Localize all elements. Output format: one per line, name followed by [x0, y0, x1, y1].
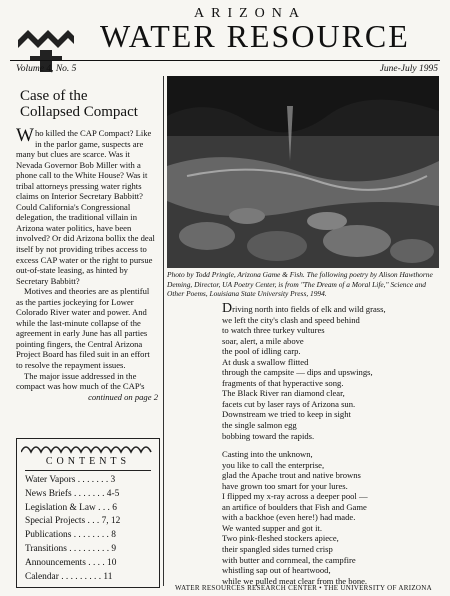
article-dropcap: W	[16, 125, 34, 146]
contents-item: News Briefs . . . . . . . 4-5	[25, 488, 120, 499]
poem-line: with a backhoe (even here!) had made.	[222, 512, 356, 523]
poem-line: Casting into the unknown,	[222, 449, 313, 460]
poem-line: their spangled sides turned crisp	[222, 544, 333, 555]
poem-line: We wanted supper and got it.	[222, 522, 323, 533]
contents-item: Announcements . . . . 10	[25, 557, 117, 568]
poem-line: glad the Apache trout and native browns	[222, 470, 361, 481]
poem-line: the single salmon egg	[222, 420, 297, 431]
article-body: Who killed the CAP Compact? Like in the parlor game, suspects are many but clues are scarce. Was it Nevada Governor Bob Miller with a phone call to the White House? Was it tribal attorneys pressing water rights claims on Interior Secretary Babbitt? Could California's Congressional delegation, the traditional villain in Arizona water politics, have been involved? Or did Arizona bollix the deal itself by not providing tribes access to excess CAP water or the right to pursue out-of-state leasing, as hinted by Secretary Babbitt? Motives and theories are as plentiful as the parties jockeying for Lower Colorado River water and power. And while the last-minute collapse of the agreement in early June has all parties pointing fingers, the Central Arizona Project Board has filed suit in an effort to resolve the repayment issues. The major issue addressed in the compact was how much of the CAP's continued on page 2	[16, 125, 158, 402]
poem-stanza-1	[222, 301, 442, 441]
contents-item: Publications . . . . . . . . 8	[25, 530, 116, 541]
poem-line: we left the city's clash and speed behind	[222, 314, 360, 325]
poem-line: bobbing toward the rapids.	[222, 430, 315, 441]
lead-article	[16, 88, 158, 402]
poem-line: you like to call the enterprise,	[222, 459, 325, 470]
contents-title: CONTENTS	[45, 456, 131, 467]
poem-line: Downstream we tried to keep in sight	[222, 409, 351, 420]
masthead-kicker: ARIZONA	[194, 6, 306, 21]
poem	[222, 301, 442, 586]
contents-item: Legislation & Law . . . 6	[25, 502, 117, 513]
wave-ornament	[21, 442, 153, 454]
poem-line: while we pulled meat clear from the bone.	[222, 575, 368, 586]
poem-line: I flipped my x-ray across a deeper pool —	[222, 491, 368, 502]
contents-item: Transitions . . . . . . . . . 9	[25, 544, 117, 554]
poem-line: the pool of idling carp.	[222, 346, 301, 357]
masthead-rule	[10, 60, 440, 61]
poem-line: have grown too smart for your lures.	[222, 480, 348, 491]
issue-volume: Volume 4, No. 5	[16, 64, 77, 74]
poem-stanza-2	[222, 449, 442, 586]
contents-item: Calendar . . . . . . . . . 11	[25, 571, 113, 582]
masthead-title: WATER RESOURCE	[100, 18, 410, 54]
poem-line: facets cut by laser rays of Arizona sun.	[222, 398, 356, 409]
poem-line: At dusk a swallow flitted	[222, 356, 309, 367]
continued-note: continued on page 2	[88, 391, 158, 402]
photo-caption: Photo by Todd Pringle, Arizona Game & Fish. The following poetry by Alison Hawthorne Deming, Director, UA Poetry Center, is from "The Dream of a Moral Life," Science and Other Poems, Louisiana State University Press, 1994.	[167, 270, 433, 299]
poem-line: to watch three turkey vultures	[222, 325, 325, 336]
poem-line: with butter and cornmeal, the campfire	[222, 554, 356, 565]
poem-line: Two pink-fleshed stockers apiece,	[222, 533, 339, 544]
contents-box	[16, 438, 160, 588]
contents-rule	[25, 470, 151, 471]
issue-date: June-July 1995	[379, 64, 438, 74]
article-headline: Case of the Collapsed Compact	[20, 88, 138, 120]
poem-line: through the campsite — dips and upswings,	[222, 367, 373, 378]
poem-line: The Black River ran diamond clear,	[222, 388, 345, 399]
poem-line: fragments of that hyperactive song.	[222, 377, 344, 388]
poem-line: whistling sap out of heartwood,	[222, 565, 331, 576]
column-divider	[163, 76, 164, 586]
river-photo	[167, 76, 439, 268]
contents-item: Water Vapors . . . . . . . 3	[25, 475, 116, 485]
poem-line: Driving north into fields of elk and wild grass,	[222, 301, 386, 316]
poem-line: an artifice of boulders that Fish and Game	[222, 501, 367, 512]
poem-line: soar, alert, a mile above	[222, 335, 304, 346]
poem-dropcap: D	[222, 301, 233, 316]
footer-credit: WATER RESOURCES RESEARCH CENTER • THE UNIVERSITY OF ARIZONA	[175, 584, 432, 592]
contents-item: Special Projects . . . 7, 12	[25, 516, 121, 527]
